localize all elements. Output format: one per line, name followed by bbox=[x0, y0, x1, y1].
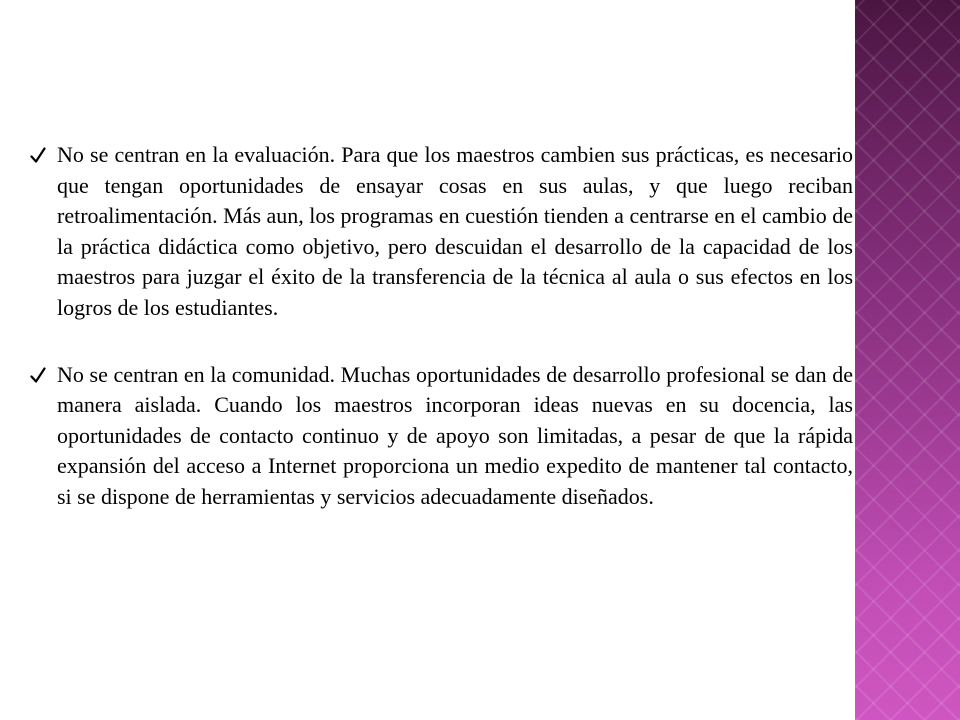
decorative-side-band bbox=[855, 0, 960, 720]
bullet-item bbox=[30, 140, 853, 324]
bullet-text: No se centran en la evaluación. Para que los maestros cambien sus prácticas, es necesario que tengan oportunidades de ensayar cosas en sus aulas, y que luego reciban retroalimentación. Más aun, los programas en cuestión tienden a centrarse en el cambio de la práctica didáctica como objetivo, pero descuidan el desarrollo de la capacidad de los maestros para juzgar el éxito de la transferencia de la técnica al aula o sus efectos en los logros de los estudiantes. bbox=[57, 142, 853, 320]
bullet-text: No se centran en la comunidad. Muchas oportunidades de desarrollo profesional se dan de manera aislada. Cuando los maestros incorporan ideas nuevas en su docencia, las oportunidades de contacto continuo y de apoyo son limitadas, a pesar de que la rápida expansión del acceso a Internet proporciona un medio expedito de mantener tal contacto, si se dispone de herramientas y servicios adecuadamente diseñados. bbox=[57, 361, 853, 509]
checkmark-icon bbox=[30, 144, 46, 166]
bullet-item bbox=[30, 360, 853, 513]
bullet-list bbox=[30, 140, 853, 549]
checkmark-icon bbox=[30, 364, 46, 386]
